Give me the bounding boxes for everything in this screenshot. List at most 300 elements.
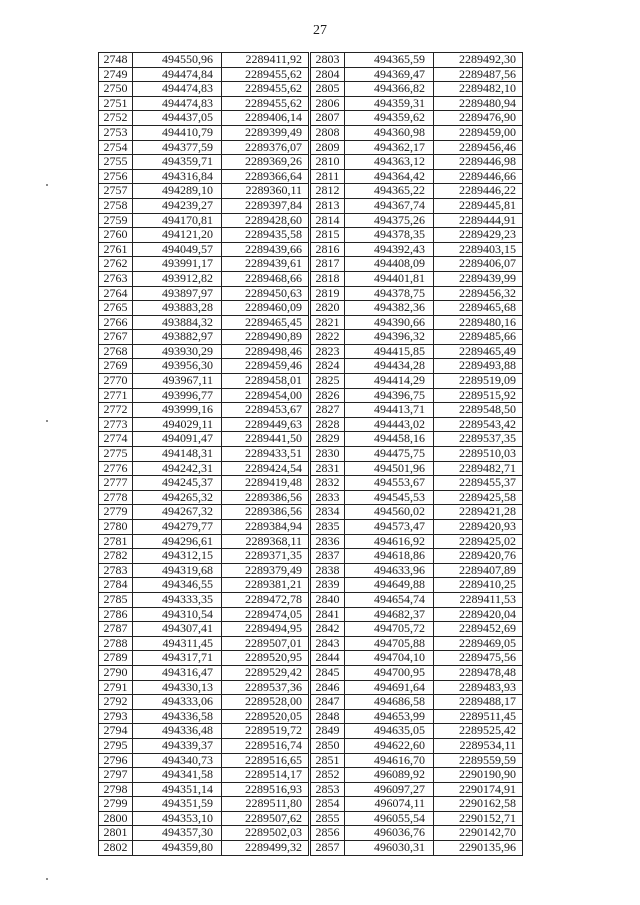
y-coordinate: 2289515,92 <box>434 388 523 403</box>
x-coordinate: 494437,05 <box>133 111 222 126</box>
table-row <box>311 563 523 578</box>
y-coordinate: 2289366,64 <box>222 169 309 184</box>
x-coordinate: 494311,45 <box>133 636 222 651</box>
point-number: 2819 <box>311 286 345 301</box>
x-coordinate: 494296,61 <box>133 534 222 549</box>
x-coordinate: 493912,82 <box>133 271 222 286</box>
y-coordinate: 2289502,03 <box>222 826 309 841</box>
point-number: 2791 <box>99 680 133 695</box>
table-row <box>311 447 523 462</box>
x-coordinate: 494319,68 <box>133 563 222 578</box>
point-number: 2750 <box>99 82 133 97</box>
table-row <box>99 111 309 126</box>
x-coordinate: 494458,16 <box>345 432 434 447</box>
x-coordinate: 494434,28 <box>345 359 434 374</box>
table-row <box>99 388 309 403</box>
table-row <box>311 578 523 593</box>
y-coordinate: 2289411,92 <box>222 53 309 68</box>
point-number: 2829 <box>311 432 345 447</box>
point-number: 2853 <box>311 782 345 797</box>
point-number: 2802 <box>99 841 133 856</box>
point-number: 2792 <box>99 695 133 710</box>
y-coordinate: 2289472,78 <box>222 592 309 607</box>
x-coordinate: 494378,75 <box>345 286 434 301</box>
y-coordinate: 2289485,66 <box>434 330 523 345</box>
y-coordinate: 2289474,05 <box>222 607 309 622</box>
point-number: 2787 <box>99 622 133 637</box>
y-coordinate: 2289498,46 <box>222 344 309 359</box>
table-row <box>99 82 309 97</box>
coordinates-table-right <box>310 52 523 856</box>
y-coordinate: 2289406,07 <box>434 257 523 272</box>
x-coordinate: 494029,11 <box>133 417 222 432</box>
x-coordinate: 494267,32 <box>133 505 222 520</box>
y-coordinate: 2289424,54 <box>222 461 309 476</box>
point-number: 2832 <box>311 476 345 491</box>
point-number: 2825 <box>311 374 345 389</box>
y-coordinate: 2290142,70 <box>434 826 523 841</box>
point-number: 2843 <box>311 636 345 651</box>
x-coordinate: 494553,67 <box>345 476 434 491</box>
y-coordinate: 2289419,48 <box>222 476 309 491</box>
y-coordinate: 2289455,62 <box>222 82 309 97</box>
x-coordinate: 494378,35 <box>345 228 434 243</box>
point-number: 2828 <box>311 417 345 432</box>
y-coordinate: 2289520,05 <box>222 709 309 724</box>
y-coordinate: 2289456,46 <box>434 140 523 155</box>
point-number: 2845 <box>311 665 345 680</box>
y-coordinate: 2290190,90 <box>434 768 523 783</box>
y-coordinate: 2289499,32 <box>222 841 309 856</box>
point-number: 2827 <box>311 403 345 418</box>
point-number: 2748 <box>99 53 133 68</box>
point-number: 2796 <box>99 753 133 768</box>
x-coordinate: 494474,83 <box>133 96 222 111</box>
table-row <box>311 797 523 812</box>
point-number: 2823 <box>311 344 345 359</box>
x-coordinate: 494392,43 <box>345 242 434 257</box>
point-number: 2763 <box>99 271 133 286</box>
table-row <box>311 432 523 447</box>
y-coordinate: 2289543,42 <box>434 417 523 432</box>
y-coordinate: 2289488,17 <box>434 695 523 710</box>
x-coordinate: 493967,11 <box>133 374 222 389</box>
point-number: 2820 <box>311 301 345 316</box>
table-row <box>311 505 523 520</box>
point-number: 2777 <box>99 476 133 491</box>
point-number: 2830 <box>311 447 345 462</box>
y-coordinate: 2289428,60 <box>222 213 309 228</box>
table-row <box>99 228 309 243</box>
point-number: 2806 <box>311 96 345 111</box>
point-number: 2857 <box>311 841 345 856</box>
table-row <box>99 841 309 856</box>
table-row <box>311 198 523 213</box>
point-number: 2753 <box>99 125 133 140</box>
x-coordinate: 496089,92 <box>345 768 434 783</box>
x-coordinate: 494654,74 <box>345 592 434 607</box>
x-coordinate: 494289,10 <box>133 184 222 199</box>
point-number: 2762 <box>99 257 133 272</box>
x-coordinate: 494359,71 <box>133 155 222 170</box>
x-coordinate: 494310,54 <box>133 607 222 622</box>
table-row <box>99 213 309 228</box>
table-row <box>311 782 523 797</box>
x-coordinate: 493882,97 <box>133 330 222 345</box>
x-coordinate: 493897,97 <box>133 286 222 301</box>
table-row <box>311 169 523 184</box>
y-coordinate: 2289441,50 <box>222 432 309 447</box>
y-coordinate: 2289537,35 <box>434 432 523 447</box>
x-coordinate: 494414,29 <box>345 374 434 389</box>
table-row <box>311 811 523 826</box>
point-number: 2770 <box>99 374 133 389</box>
point-number: 2848 <box>311 709 345 724</box>
table-row <box>99 67 309 82</box>
x-coordinate: 494353,10 <box>133 811 222 826</box>
scan-speck <box>46 420 48 422</box>
x-coordinate: 494265,32 <box>133 490 222 505</box>
y-coordinate: 2289465,49 <box>434 344 523 359</box>
point-number: 2856 <box>311 826 345 841</box>
x-coordinate: 494359,31 <box>345 96 434 111</box>
y-coordinate: 2289548,50 <box>434 403 523 418</box>
x-coordinate: 494351,14 <box>133 782 222 797</box>
y-coordinate: 2289516,93 <box>222 782 309 797</box>
x-coordinate: 494705,88 <box>345 636 434 651</box>
point-number: 2784 <box>99 578 133 593</box>
x-coordinate: 494362,17 <box>345 140 434 155</box>
x-coordinate: 494245,37 <box>133 476 222 491</box>
point-number: 2797 <box>99 768 133 783</box>
y-coordinate: 2289452,69 <box>434 622 523 637</box>
table-row <box>99 169 309 184</box>
x-coordinate: 494359,80 <box>133 841 222 856</box>
table-row <box>311 359 523 374</box>
point-number: 2814 <box>311 213 345 228</box>
x-coordinate: 494700,95 <box>345 665 434 680</box>
x-coordinate: 494686,58 <box>345 695 434 710</box>
table-row <box>99 549 309 564</box>
table-row <box>99 271 309 286</box>
y-coordinate: 2289407,89 <box>434 563 523 578</box>
y-coordinate: 2289455,62 <box>222 67 309 82</box>
point-number: 2794 <box>99 724 133 739</box>
table-row <box>311 724 523 739</box>
point-number: 2809 <box>311 140 345 155</box>
table-row <box>311 592 523 607</box>
y-coordinate: 2289487,56 <box>434 67 523 82</box>
y-coordinate: 2289459,46 <box>222 359 309 374</box>
x-coordinate: 494242,31 <box>133 461 222 476</box>
y-coordinate: 2289399,49 <box>222 125 309 140</box>
point-number: 2779 <box>99 505 133 520</box>
y-coordinate: 2289514,17 <box>222 768 309 783</box>
x-coordinate: 494369,47 <box>345 67 434 82</box>
table-row <box>311 213 523 228</box>
point-number: 2768 <box>99 344 133 359</box>
table-row <box>99 797 309 812</box>
point-number: 2855 <box>311 811 345 826</box>
point-number: 2764 <box>99 286 133 301</box>
point-number: 2834 <box>311 505 345 520</box>
y-coordinate: 2289384,94 <box>222 520 309 535</box>
x-coordinate: 496030,31 <box>345 841 434 856</box>
table-row <box>99 432 309 447</box>
table-row <box>99 403 309 418</box>
table-row <box>311 286 523 301</box>
x-coordinate: 493956,30 <box>133 359 222 374</box>
table-row <box>99 198 309 213</box>
table-row <box>99 505 309 520</box>
table-row <box>311 476 523 491</box>
x-coordinate: 494357,30 <box>133 826 222 841</box>
y-coordinate: 2289483,93 <box>434 680 523 695</box>
table-row <box>311 665 523 680</box>
point-number: 2812 <box>311 184 345 199</box>
y-coordinate: 2289379,49 <box>222 563 309 578</box>
point-number: 2803 <box>311 53 345 68</box>
point-number: 2824 <box>311 359 345 374</box>
x-coordinate: 494091,47 <box>133 432 222 447</box>
table-row <box>99 709 309 724</box>
x-coordinate: 494704,10 <box>345 651 434 666</box>
y-coordinate: 2289455,62 <box>222 96 309 111</box>
point-number: 2839 <box>311 578 345 593</box>
x-coordinate: 493999,16 <box>133 403 222 418</box>
point-number: 2785 <box>99 592 133 607</box>
table-row <box>99 578 309 593</box>
table-row <box>99 461 309 476</box>
x-coordinate: 493884,32 <box>133 315 222 330</box>
y-coordinate: 2289492,30 <box>434 53 523 68</box>
x-coordinate: 494170,81 <box>133 213 222 228</box>
y-coordinate: 2289429,23 <box>434 228 523 243</box>
y-coordinate: 2289439,99 <box>434 271 523 286</box>
y-coordinate: 2289534,11 <box>434 738 523 753</box>
point-number: 2854 <box>311 797 345 812</box>
table-row <box>99 738 309 753</box>
table-row <box>311 67 523 82</box>
table-row <box>311 607 523 622</box>
x-coordinate: 494682,37 <box>345 607 434 622</box>
point-number: 2816 <box>311 242 345 257</box>
x-coordinate: 494336,58 <box>133 709 222 724</box>
y-coordinate: 2289433,51 <box>222 447 309 462</box>
y-coordinate: 2289465,45 <box>222 315 309 330</box>
x-coordinate: 494049,57 <box>133 242 222 257</box>
table-row <box>311 125 523 140</box>
y-coordinate: 2289403,15 <box>434 242 523 257</box>
table-row <box>311 271 523 286</box>
y-coordinate: 2289490,89 <box>222 330 309 345</box>
y-coordinate: 2289537,36 <box>222 680 309 695</box>
table-row <box>99 826 309 841</box>
y-coordinate: 2289444,91 <box>434 213 523 228</box>
point-number: 2851 <box>311 753 345 768</box>
table-row <box>99 476 309 491</box>
point-number: 2786 <box>99 607 133 622</box>
y-coordinate: 2289449,63 <box>222 417 309 432</box>
point-number: 2782 <box>99 549 133 564</box>
table-row <box>99 184 309 199</box>
point-number: 2818 <box>311 271 345 286</box>
y-coordinate: 2289476,90 <box>434 111 523 126</box>
x-coordinate: 494396,32 <box>345 330 434 345</box>
table-row <box>99 286 309 301</box>
x-coordinate: 494618,86 <box>345 549 434 564</box>
x-coordinate: 493996,77 <box>133 388 222 403</box>
coordinates-table-left <box>98 52 309 856</box>
table-row <box>311 315 523 330</box>
y-coordinate: 2289529,42 <box>222 665 309 680</box>
y-coordinate: 2289439,66 <box>222 242 309 257</box>
point-number: 2759 <box>99 213 133 228</box>
point-number: 2789 <box>99 651 133 666</box>
y-coordinate: 2289386,56 <box>222 505 309 520</box>
y-coordinate: 2289381,21 <box>222 578 309 593</box>
table-row <box>311 753 523 768</box>
x-coordinate: 494365,59 <box>345 53 434 68</box>
y-coordinate: 2289478,48 <box>434 665 523 680</box>
table-row <box>99 753 309 768</box>
point-number: 2835 <box>311 520 345 535</box>
x-coordinate: 494333,35 <box>133 592 222 607</box>
y-coordinate: 2289559,59 <box>434 753 523 768</box>
y-coordinate: 2289455,37 <box>434 476 523 491</box>
x-coordinate: 496097,27 <box>345 782 434 797</box>
y-coordinate: 2289520,95 <box>222 651 309 666</box>
point-number: 2773 <box>99 417 133 432</box>
x-coordinate: 493930,29 <box>133 344 222 359</box>
x-coordinate: 494390,66 <box>345 315 434 330</box>
point-number: 2767 <box>99 330 133 345</box>
y-coordinate: 2289421,28 <box>434 505 523 520</box>
point-number: 2801 <box>99 826 133 841</box>
x-coordinate: 496055,54 <box>345 811 434 826</box>
table-row <box>99 811 309 826</box>
point-number: 2798 <box>99 782 133 797</box>
y-coordinate: 2289435,58 <box>222 228 309 243</box>
x-coordinate: 494316,47 <box>133 665 222 680</box>
table-row <box>99 447 309 462</box>
x-coordinate: 494367,74 <box>345 198 434 213</box>
y-coordinate: 2289397,84 <box>222 198 309 213</box>
table-row <box>311 709 523 724</box>
table-row <box>99 417 309 432</box>
point-number: 2757 <box>99 184 133 199</box>
x-coordinate: 494351,59 <box>133 797 222 812</box>
y-coordinate: 2289475,56 <box>434 651 523 666</box>
x-coordinate: 494346,55 <box>133 578 222 593</box>
y-coordinate: 2289507,62 <box>222 811 309 826</box>
table-row <box>99 520 309 535</box>
table-row <box>311 184 523 199</box>
y-coordinate: 2290174,91 <box>434 782 523 797</box>
scan-speck <box>46 184 48 186</box>
y-coordinate: 2289516,74 <box>222 738 309 753</box>
x-coordinate: 494691,64 <box>345 680 434 695</box>
x-coordinate: 493883,28 <box>133 301 222 316</box>
table-row <box>99 330 309 345</box>
point-number: 2849 <box>311 724 345 739</box>
y-coordinate: 2290135,96 <box>434 841 523 856</box>
x-coordinate: 496036,76 <box>345 826 434 841</box>
point-number: 2807 <box>311 111 345 126</box>
point-number: 2804 <box>311 67 345 82</box>
point-number: 2831 <box>311 461 345 476</box>
y-coordinate: 2289420,76 <box>434 549 523 564</box>
table-row <box>311 301 523 316</box>
point-number: 2755 <box>99 155 133 170</box>
table-row <box>311 388 523 403</box>
table-row <box>311 96 523 111</box>
table-row <box>99 651 309 666</box>
point-number: 2790 <box>99 665 133 680</box>
point-number: 2760 <box>99 228 133 243</box>
table-row <box>311 534 523 549</box>
y-coordinate: 2289510,03 <box>434 447 523 462</box>
table-row <box>311 549 523 564</box>
point-number: 2833 <box>311 490 345 505</box>
x-coordinate: 494474,83 <box>133 82 222 97</box>
y-coordinate: 2289525,42 <box>434 724 523 739</box>
point-number: 2847 <box>311 695 345 710</box>
x-coordinate: 494401,81 <box>345 271 434 286</box>
point-number: 2772 <box>99 403 133 418</box>
y-coordinate: 2289454,00 <box>222 388 309 403</box>
point-number: 2783 <box>99 563 133 578</box>
point-number: 2756 <box>99 169 133 184</box>
y-coordinate: 2289446,22 <box>434 184 523 199</box>
x-coordinate: 494475,75 <box>345 447 434 462</box>
x-coordinate: 494316,84 <box>133 169 222 184</box>
x-coordinate: 494443,02 <box>345 417 434 432</box>
table-row <box>311 228 523 243</box>
x-coordinate: 494633,96 <box>345 563 434 578</box>
point-number: 2761 <box>99 242 133 257</box>
point-number: 2799 <box>99 797 133 812</box>
x-coordinate: 494622,60 <box>345 738 434 753</box>
table-row <box>311 140 523 155</box>
point-number: 2778 <box>99 490 133 505</box>
point-number: 2774 <box>99 432 133 447</box>
y-coordinate: 2289482,10 <box>434 82 523 97</box>
x-coordinate: 494396,75 <box>345 388 434 403</box>
x-coordinate: 494279,77 <box>133 520 222 535</box>
table-row <box>311 622 523 637</box>
point-number: 2810 <box>311 155 345 170</box>
table-row <box>99 782 309 797</box>
y-coordinate: 2289519,72 <box>222 724 309 739</box>
y-coordinate: 2289459,00 <box>434 125 523 140</box>
x-coordinate: 494360,98 <box>345 125 434 140</box>
table-row <box>311 651 523 666</box>
x-coordinate: 494339,37 <box>133 738 222 753</box>
point-number: 2841 <box>311 607 345 622</box>
x-coordinate: 494635,05 <box>345 724 434 739</box>
point-number: 2788 <box>99 636 133 651</box>
y-coordinate: 2289507,01 <box>222 636 309 651</box>
y-coordinate: 2289511,80 <box>222 797 309 812</box>
table-row <box>99 768 309 783</box>
table-row <box>311 738 523 753</box>
point-number: 2840 <box>311 592 345 607</box>
y-coordinate: 2289528,00 <box>222 695 309 710</box>
y-coordinate: 2289493,88 <box>434 359 523 374</box>
point-number: 2852 <box>311 768 345 783</box>
y-coordinate: 2289425,58 <box>434 490 523 505</box>
